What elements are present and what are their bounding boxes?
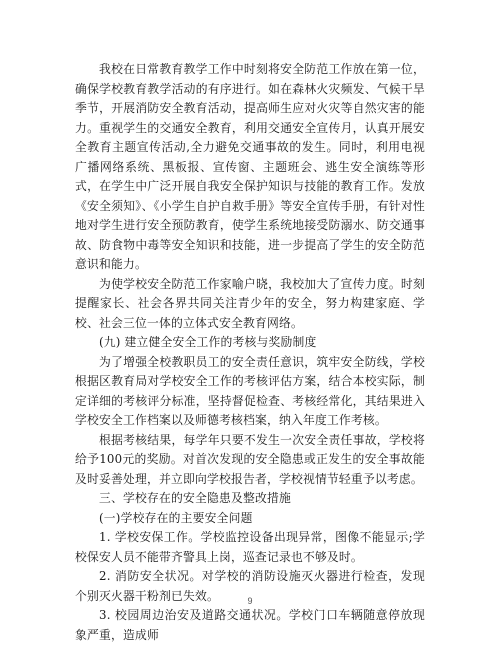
- paragraph-safety-education: 我校在日常教育教学工作中时刻将安全防范工作放在第一位，确保学校教育教学活动的有序进行。如在森林火灾频发、气候干旱季节，开展消防安全教育活动，提高师生应对火灾等自然灾害的能力。重视学生的交通安全教育，利用交通安全宣传月，认真开展安全教育主题宣传活动,全力避免交通事故的发生。同时，利用电视广播网络系统、黑板报、宣传窗、主题班会、逃生安全演练等形式，在学生中广泛开展自我安全保护知识与技能的教育工作。发放《安全须知》、《小学生自护自救手册》等安全宣传手册，有针对性地对学生进行安全预防教育，使学生系统地接受防溺水、防交通事故、防食物中毒等安全知识和技能，进一步提高了学生的安全防范意识和能力。: [75, 62, 425, 271]
- paragraph-reward: 根据考核结果，每学年只要不发生一次安全责任事故，学校将给予100元的奖励。对首次发现的安全隐患或正发生的安全事故能及时妥善处理，并立即向学校报告者，学校视情节轻重予以考虑。: [75, 432, 425, 486]
- list-item-fire-safety: 2. 消防安全状况。对学校的消防设施灭火器进行检查，发现个别灭火器干粉剂已失效。: [75, 569, 425, 603]
- section-heading-hazards: 三、学校存在的安全隐患及整改措施: [99, 491, 291, 505]
- section-heading-assessment: (九) 建立健全安全工作的考核与奖励制度: [99, 335, 317, 349]
- page-number: 9: [247, 596, 253, 606]
- list-item-traffic: 3. 校园周边治安及道路交通状况。学校门口车辆随意停放现象严重，造成师: [75, 608, 425, 642]
- paragraph-assessment-standards: 为了增强全校教职员工的安全责任意识，筑牢安全防线，学校根据区教育局对学校安全工作的考核评估方案，结合本校实际，制定详细的考核评分标准，坚持督促检查、考核经常化，其结果进入学校安全工作档案以及师德考核档案，纳入年度工作考核。: [75, 354, 425, 427]
- list-item-security: 1. 学校安保工作。学校监控设备出现异常，图像不能显示;学校保安人员不能带齐警具上岗，巡查记录也不够及时。: [75, 530, 425, 564]
- document-body: [75, 60, 425, 645]
- paragraph-publicity: 为使学校安全防范工作家喻户晓，我校加大了宣传力度。时刻提醒家长、社会各界共同关注青少年的安全，努力构建家庭、学校、社会三位一体的立体式安全教育网络。: [75, 276, 425, 330]
- subsection-heading-problems: (一)学校存在的主要安全问题: [99, 510, 253, 525]
